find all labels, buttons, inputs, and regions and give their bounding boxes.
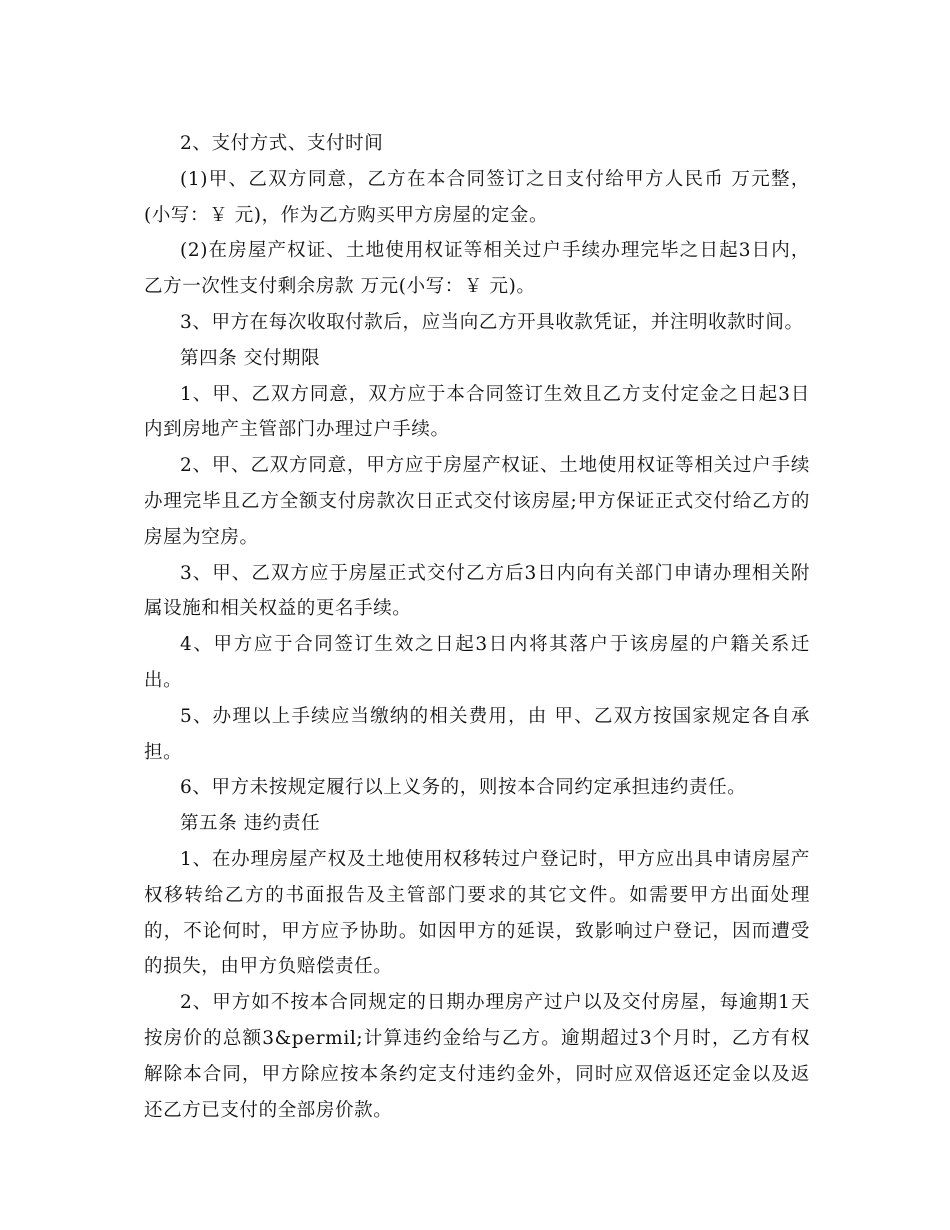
paragraph-deposit: (1)甲、乙双方同意，乙方在本合同签订之日支付给甲方人民币 万元整，(小写：￥ 元)，作为乙方购买甲方房屋的定金。: [144, 168, 810, 226]
paragraph-household-registration: 4、甲方应于合同签订生效之日起3日内将其落户于该房屋的户籍关系迁出。: [144, 634, 810, 691]
paragraph-late-penalty: 2、甲方如不按本合同规定的日期办理房产过户以及交付房屋，每逾期1天按房价的总额3&permil;计算违约金给与乙方。逾期超过3个月时，乙方有权解除本合同，甲方除应按本条约定支付违约金外，同时应双倍返还定金以及返还乙方已支付的全部房价款。: [144, 992, 810, 1121]
document-body: [144, 126, 810, 1128]
paragraph-receipt: 3、甲方在每次收取付款后，应当向乙方开具收款凭证，并注明收款时间。: [180, 311, 804, 333]
paragraph-fees: 5、办理以上手续应当缴纳的相关费用，由 甲、乙双方按国家规定各自承担。: [144, 705, 810, 763]
article-5-heading: 第五条 违约责任: [180, 813, 321, 835]
paragraph-handover: 2、甲、乙双方同意，甲方应于房屋产权证、土地使用权证等相关过户手续办理完毕且乙方全额支付房款次日正式交付该房屋;甲方保证正式交付给乙方的房屋为空房。: [144, 455, 810, 548]
paragraph-payment-method-heading: 2、支付方式、支付时间: [180, 133, 384, 154]
paragraph-transfer-registration: 1、在办理房屋产权及土地使用权移转过户登记时，甲方应出具申请房屋产权移转给乙方的书面报告及主管部门要求的其它文件。如需要甲方出面处理的，不论何时，甲方应予协助。如因甲方的延误，致影响过户登记，因而遭受的损失，由甲方负赔偿责任。: [144, 848, 810, 978]
article-4-heading: 第四条 交付期限: [180, 347, 321, 369]
paragraph-remaining-payment: (2)在房屋产权证、土地使用权证等相关过户手续办理完毕之日起3日内，乙方一次性支付剩余房款 万元(小写：￥ 元)。: [144, 240, 810, 298]
paragraph-rename-facilities: 3、甲、乙双方应于房屋正式交付乙方后3日内向有关部门申请办理相关附属设施和相关权益的更名手续。: [144, 562, 810, 620]
paragraph-breach-obligation: 6、甲方未按规定履行以上义务的，则按本合同约定承担违约责任。: [180, 777, 747, 799]
paragraph-transfer-procedure: 1、甲、乙双方同意，双方应于本合同签订生效且乙方支付定金之日起3日内到房地产主管部门办理过户手续。: [144, 383, 810, 441]
